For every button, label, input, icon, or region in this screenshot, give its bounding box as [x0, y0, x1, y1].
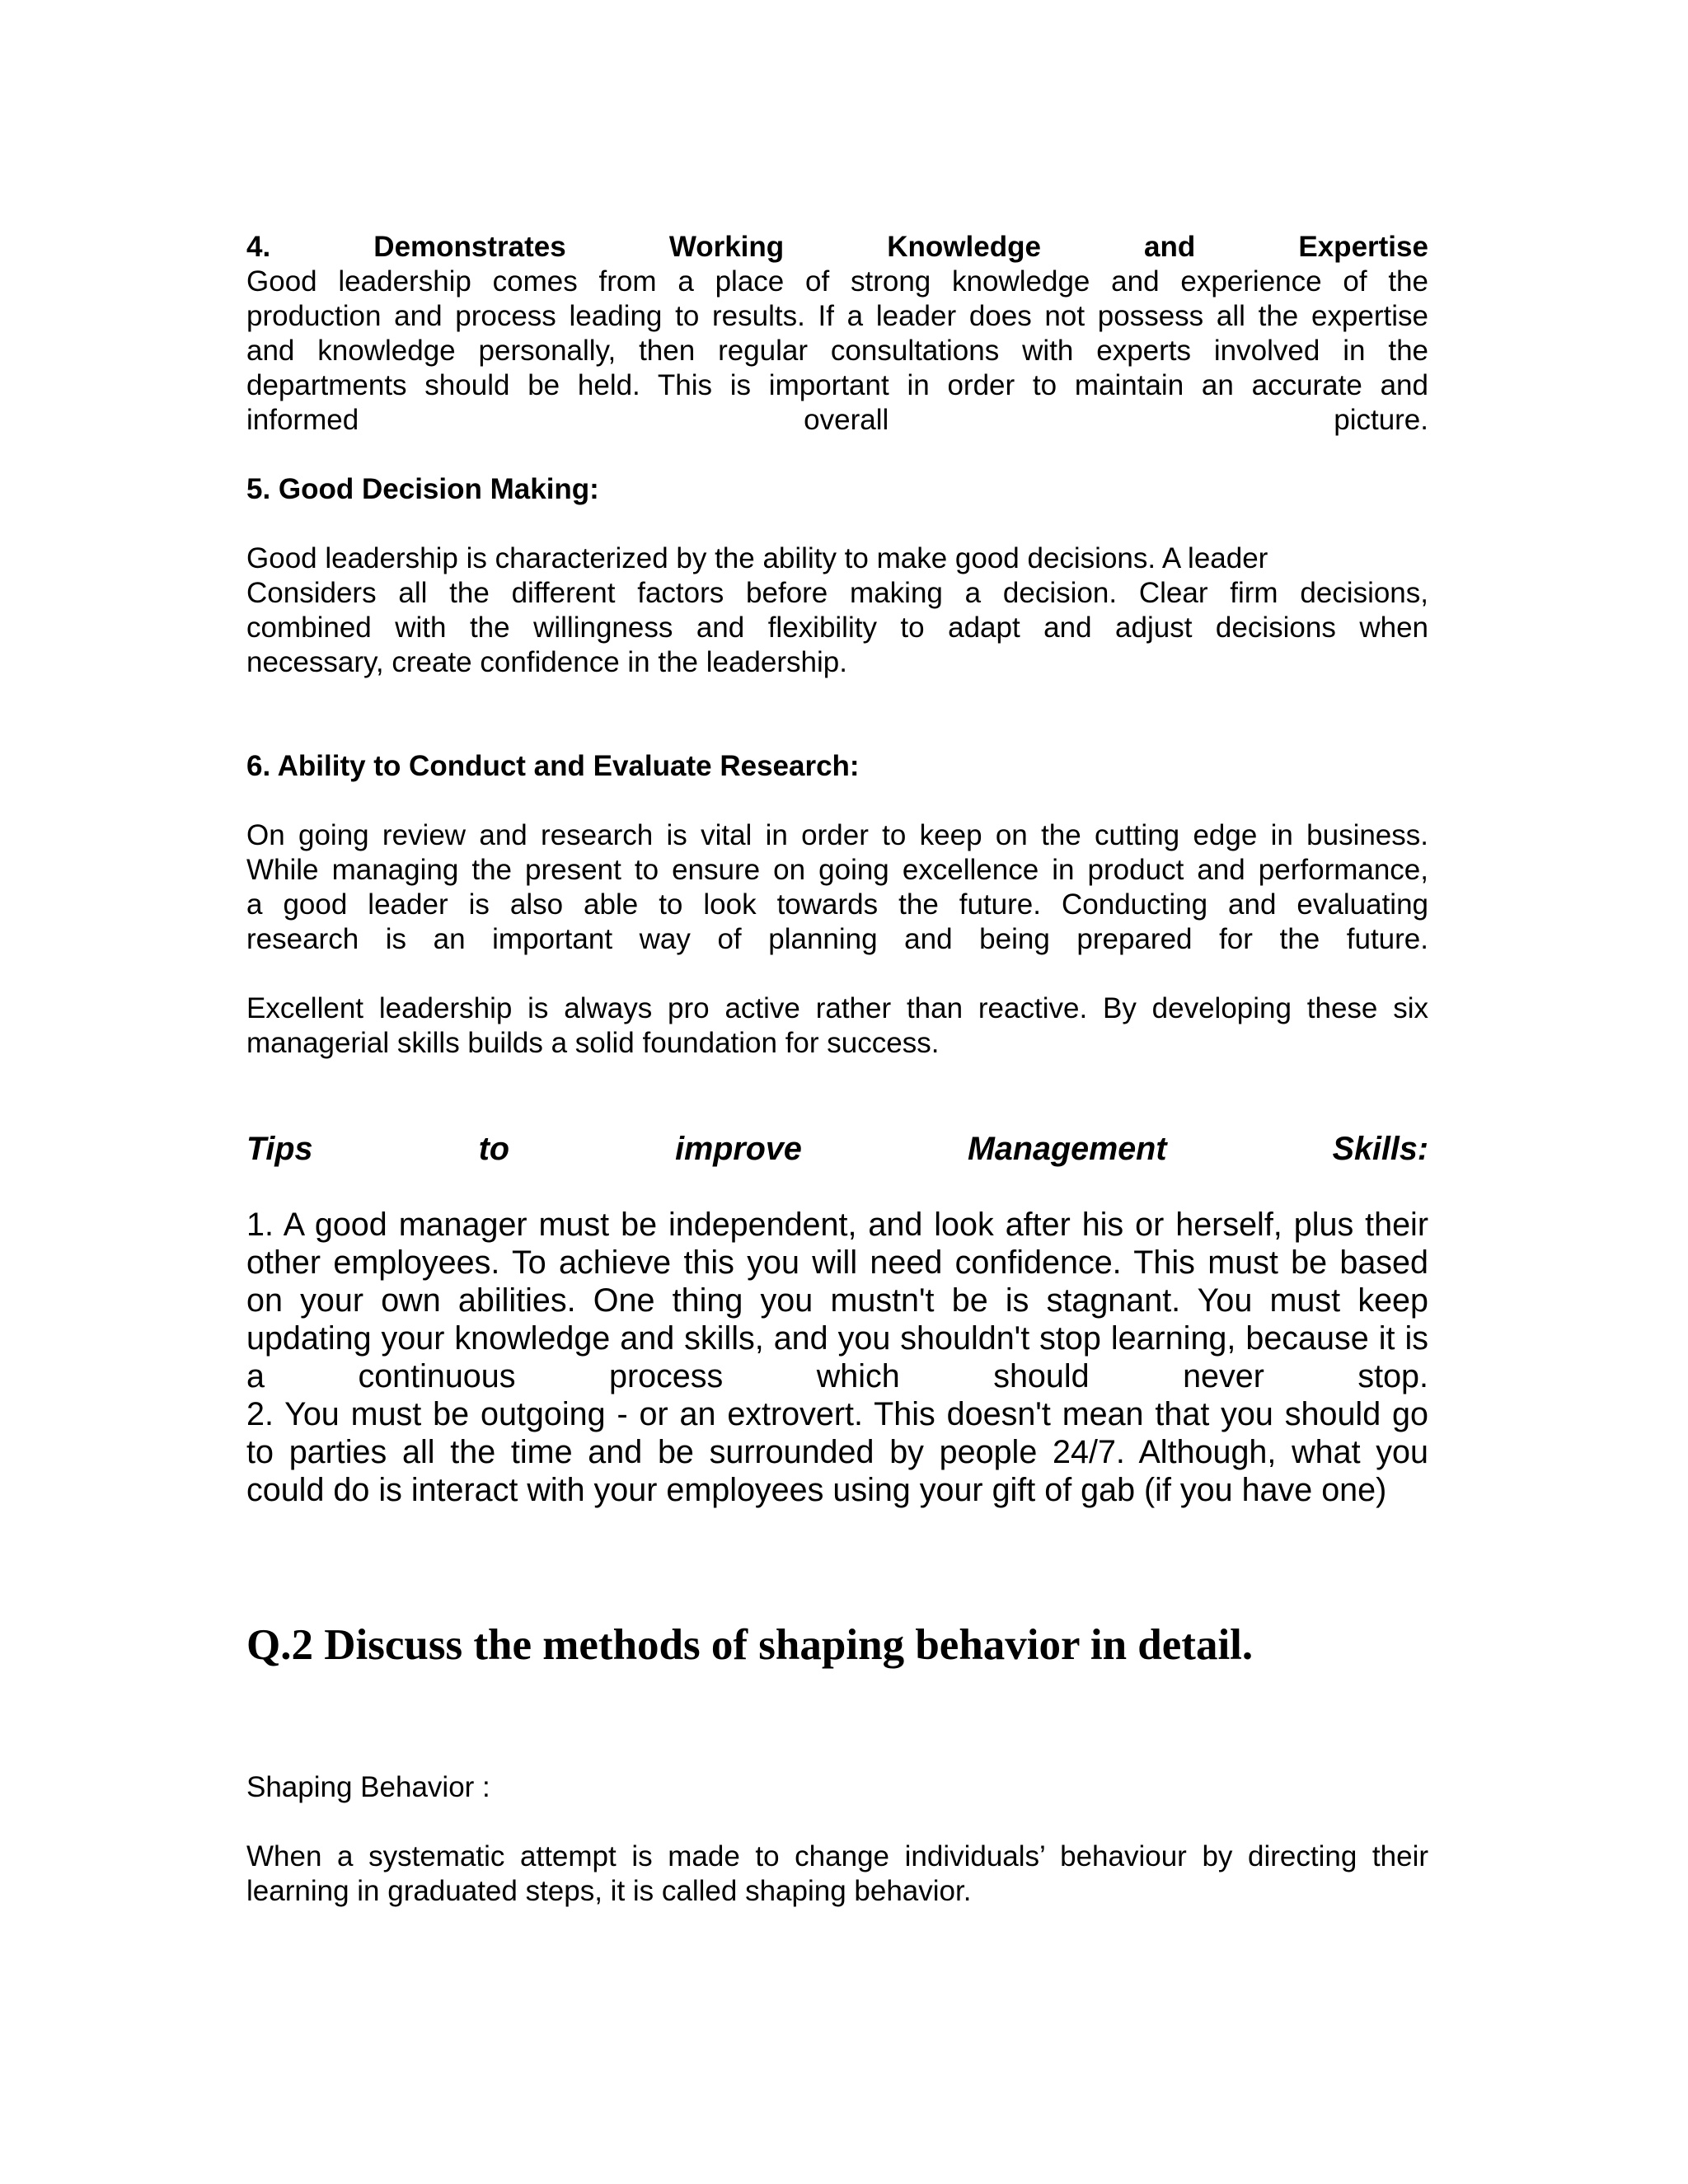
question-2	[246, 1619, 1428, 1671]
heading-word: Demonstrates	[373, 231, 566, 263]
paragraph-line: Good leadership comes from a place of strong knowledge and experience of the	[246, 265, 1428, 298]
heading-word: Expertise	[1298, 231, 1428, 263]
paragraph-line: could do is interact with your employees using your gift of gab (if you have one)	[246, 1472, 1387, 1508]
paragraph-line: 2. You must be outgoing - or an extrovert. This doesn't mean that you should go	[246, 1396, 1428, 1432]
heading-word: improve	[675, 1131, 802, 1167]
paragraph-line: on your own abilities. One thing you mustn't be is stagnant. You must keep	[246, 1282, 1428, 1319]
paragraph-line: Considers all the different factors before making a decision. Clear firm decisions,	[246, 577, 1428, 609]
tips-section	[246, 1130, 1428, 1168]
paragraph-line: informed overall picture.	[246, 404, 1428, 436]
question-2-heading: Q.2 Discuss the methods of shaping behavior in detail.	[246, 1621, 1254, 1669]
heading-word: 4.	[246, 231, 271, 263]
paragraph-line: updating your knowledge and skills, and you shouldn't stop learning, because it is	[246, 1320, 1428, 1357]
paragraph-line: necessary, create confidence in the leadership.	[246, 646, 847, 678]
section-5-body	[246, 541, 1428, 680]
paragraph-line: Excellent leadership is always pro active rather than reactive. By developing these six	[246, 992, 1428, 1024]
paragraph-line: departments should be held. This is important in order to maintain an accurate and	[246, 369, 1428, 401]
paragraph-line: managerial skills builds a solid foundation for success.	[246, 1027, 940, 1059]
section-6-conclusion	[246, 991, 1428, 1061]
heading-word: to	[478, 1131, 509, 1167]
paragraph-line: to parties all the time and be surrounded by people 24/7. Although, what you	[246, 1434, 1428, 1470]
heading-word: Knowledge	[887, 231, 1041, 263]
paragraph-line: a good leader is also able to look towards the future. Conducting and evaluating	[246, 888, 1428, 921]
paragraph-line: combined with the willingness and flexibility to adapt and adjust decisions when	[246, 612, 1428, 644]
shaping-behavior-body	[246, 1840, 1428, 1909]
paragraph-line: production and process leading to results. If a leader does not possess all the expertise	[246, 300, 1428, 332]
tips-heading	[246, 1130, 1428, 1168]
heading-word: Working	[668, 231, 785, 263]
paragraph-line: When a systematic attempt is made to change individuals’ behaviour by directing their	[246, 1840, 1428, 1872]
paragraph-line: On going review and research is vital in order to keep on the cutting edge in business.	[246, 819, 1428, 851]
section-4	[246, 230, 1428, 438]
tips-body	[246, 1206, 1428, 1509]
heading-word: Tips	[246, 1131, 313, 1167]
shaping-behavior	[246, 1770, 1428, 1805]
shaping-behavior-subheading: Shaping Behavior :	[246, 1771, 490, 1803]
paragraph-line: other employees. To achieve this you will need confidence. This must be based	[246, 1244, 1428, 1281]
heading-word: Management	[968, 1131, 1167, 1167]
section-4-heading	[246, 230, 1428, 265]
section-5-heading: 5. Good Decision Making:	[246, 473, 599, 505]
paragraph-line: While managing the present to ensure on going excellence in product and performance,	[246, 854, 1428, 886]
paragraph-line: learning in graduated steps, it is called shaping behavior.	[246, 1875, 972, 1907]
section-6	[246, 749, 1428, 784]
paragraph-line: 1. A good manager must be independent, and look after his or herself, plus their	[246, 1207, 1428, 1243]
heading-word: and	[1144, 231, 1196, 263]
paragraph-line: and knowledge personally, then regular consultations with experts involved in the	[246, 335, 1428, 367]
paragraph-line: Good leadership is characterized by the ability to make good decisions. A leader	[246, 542, 1268, 574]
section-5	[246, 472, 1428, 507]
paragraph-line: a continuous process which should never stop.	[246, 1358, 1428, 1394]
section-6-heading: 6. Ability to Conduct and Evaluate Research:	[246, 750, 860, 782]
paragraph-line: research is an important way of planning and being prepared for the future.	[246, 923, 1428, 955]
heading-word: Skills:	[1332, 1131, 1429, 1167]
section-6-body	[246, 818, 1428, 957]
